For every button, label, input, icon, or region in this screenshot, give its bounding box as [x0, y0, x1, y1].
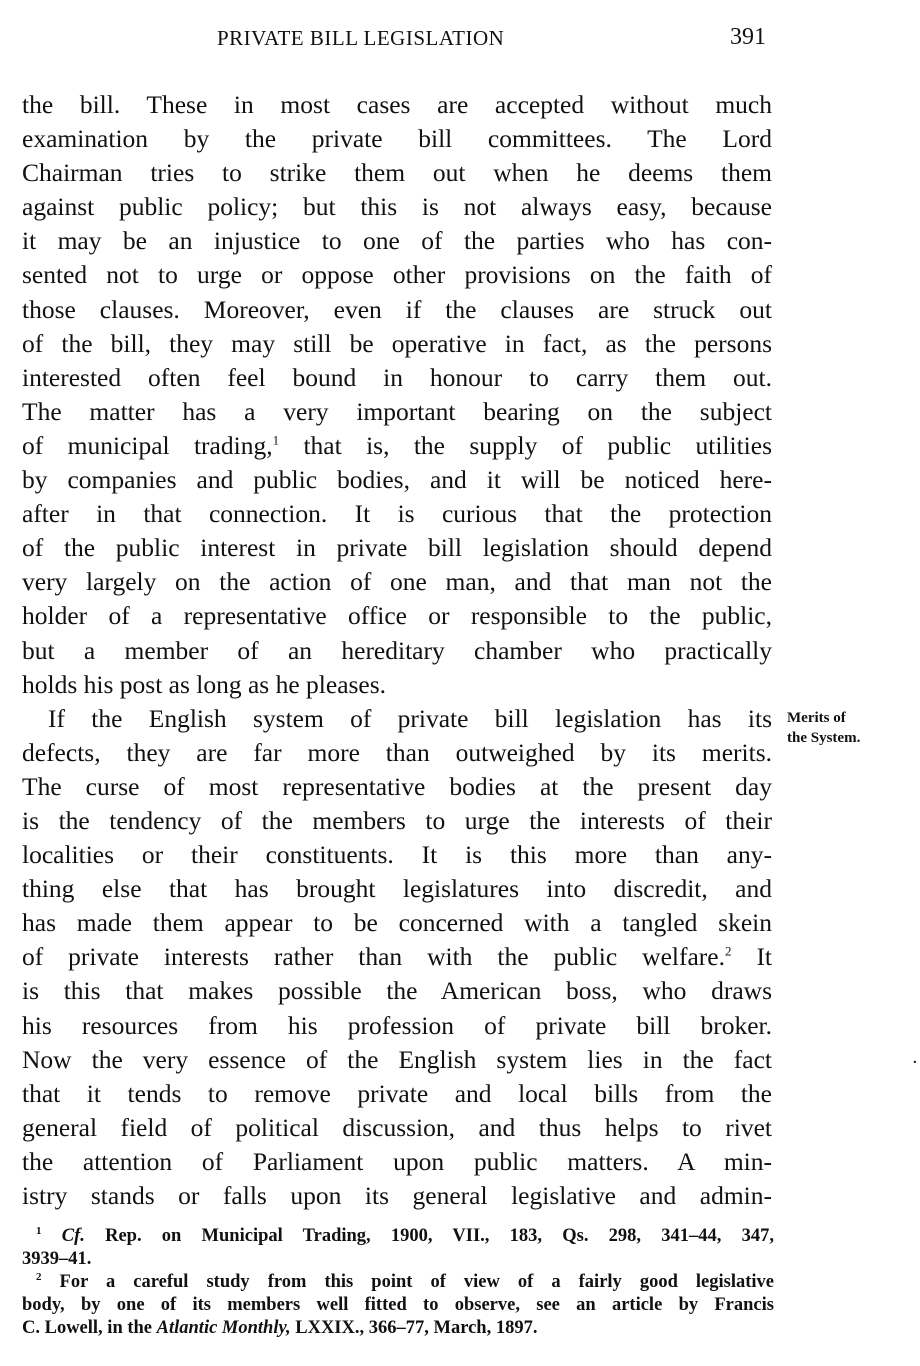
- text-line: localities or their constituents. It is this more than any-: [22, 840, 772, 870]
- text-line: The matter has a very important bearing on the subject: [22, 396, 772, 426]
- text-fragment: of municipal trading,: [22, 430, 273, 460]
- footnote-cf: Cf.: [61, 1226, 85, 1246]
- footnote-text: For a careful study from this point of view of a fairly good legislative: [59, 1272, 775, 1292]
- footnote-ref: 1: [272, 432, 280, 448]
- footnote-mark: 1: [36, 1224, 42, 1237]
- margin-note-line: the System.: [787, 730, 861, 746]
- text-fragment: of private interests rather than with the public welfare.: [22, 942, 725, 972]
- text-line: very largely on the action of one man, and that man not the: [22, 567, 772, 597]
- text-fragment: It: [756, 942, 773, 972]
- text-line: The curse of most representative bodies at the present day: [22, 771, 772, 801]
- text-line: those clauses. Moreover, even if the clauses are struck out: [22, 294, 772, 324]
- text-line: of the public interest in private bill legislation should depend: [22, 533, 772, 563]
- text-line: holds his post as long as he pleases.: [22, 669, 387, 699]
- text-line: examination by the private bill committees. The Lord: [22, 124, 772, 154]
- text-line: the attention of Parliament upon public matters. A min-: [22, 1146, 772, 1176]
- text-line: that it tends to remove private and local bills from the: [22, 1078, 772, 1108]
- footnote-2-cont: body, by one of its members well fitted to observe, see an article by Francis: [22, 1295, 774, 1315]
- text-line: but a member of an hereditary chamber who practically: [22, 635, 772, 665]
- footnote-mark: 2: [36, 1270, 42, 1283]
- footnotes: [22, 1225, 774, 1340]
- text-line: it may be an injustice to one of the parties who has con-: [22, 226, 772, 256]
- text-line: has made them appear to be concerned with a tangled skein: [22, 908, 772, 938]
- body-text: [22, 88, 772, 1213]
- footnote-2: [22, 1271, 774, 1294]
- text-line: holder of a representative office or responsible to the public,: [22, 601, 772, 631]
- footnote-1-cont: 3939–41.: [22, 1249, 92, 1269]
- margin-note: [787, 708, 860, 748]
- footnote-text: Rep. on Municipal Trading, 1900, VII., 183, Qs. 298, 341–44, 347,: [84, 1226, 775, 1246]
- text-line: interested often feel bound in honour to carry them out.: [22, 362, 772, 392]
- footnote-1: [22, 1225, 774, 1248]
- margin-note-line: Merits of: [787, 710, 846, 726]
- running-title: PRIVATE BILL LEGISLATION: [217, 26, 505, 50]
- journal-title: Atlantic Monthly,: [156, 1318, 291, 1338]
- text-line: general field of political discussion, and thus helps to rivet: [22, 1112, 772, 1142]
- text-line: against public policy; but this is not always easy, because: [22, 192, 772, 222]
- text-line: [22, 940, 772, 974]
- text-line: thing else that has brought legislatures into discredit, and: [22, 874, 772, 904]
- text-line: after in that connection. It is curious that the protection: [22, 499, 772, 529]
- footnote-text: C. Lowell, in the: [22, 1318, 157, 1338]
- text-line: sented not to urge or oppose other provisions on the faith of: [22, 260, 772, 290]
- footnote-ref: 2: [724, 943, 732, 959]
- text-fragment: that is, the supply of public utilities: [303, 430, 773, 460]
- text-line: is the tendency of the members to urge the interests of their: [22, 805, 772, 835]
- running-head: [0, 26, 920, 56]
- footnote-2-end: [22, 1317, 774, 1340]
- page-number: 391: [730, 24, 766, 50]
- text-line: the bill. These in most cases are accepted without much: [22, 90, 772, 119]
- text-line: of the bill, they may still be operative in fact, as the persons: [22, 328, 772, 358]
- text-line: istry stands or falls upon its general legislative and admin-: [22, 1181, 772, 1210]
- text-line: defects, they are far more than outweighed by its merits.: [22, 737, 772, 767]
- stray-mark: ·: [912, 1052, 918, 1073]
- text-line: by companies and public bodies, and it will be noticed here-: [22, 465, 772, 495]
- text-line: his resources from his profession of private bill broker.: [22, 1010, 772, 1040]
- text-line: [22, 429, 772, 463]
- text-line: If the English system of private bill legislation has its: [48, 703, 772, 733]
- text-line: Chairman tries to strike them out when he deems them: [22, 158, 772, 188]
- footnote-text: LXXIX., 366–77, March, 1897.: [290, 1318, 538, 1338]
- text-line: Now the very essence of the English system lies in the fact: [22, 1044, 772, 1074]
- text-line: is this that makes possible the American boss, who draws: [22, 976, 772, 1006]
